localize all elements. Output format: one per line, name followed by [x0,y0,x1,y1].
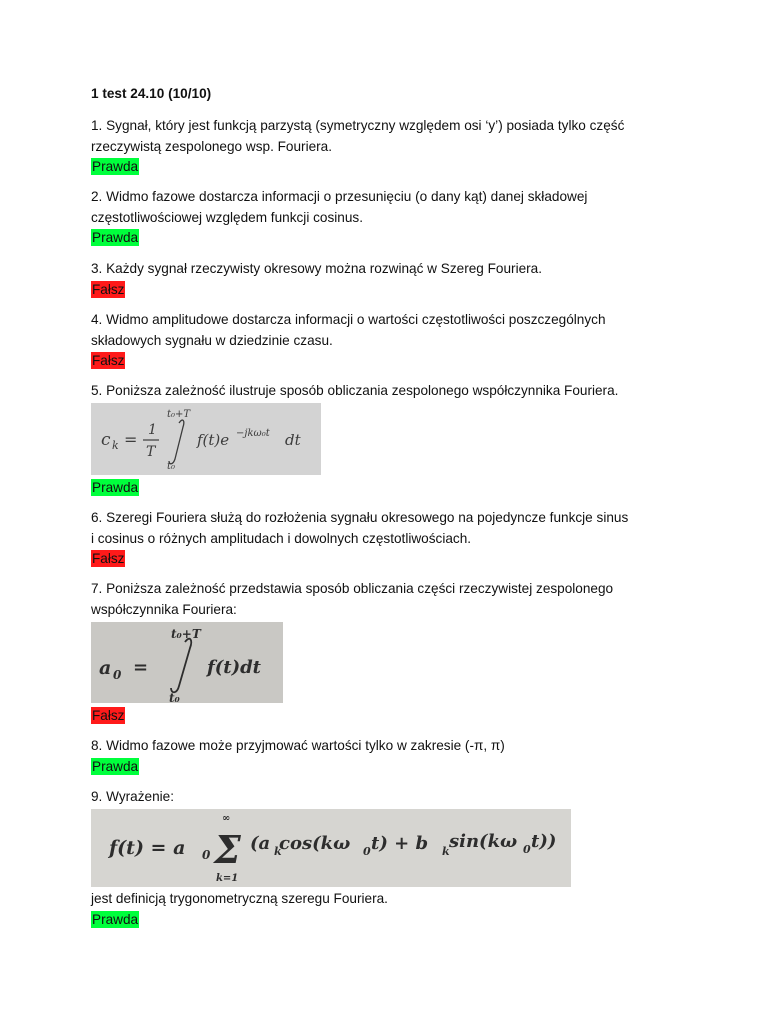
formula-den: T [146,444,156,460]
formula-image-9 [91,809,571,887]
question-text-line: i cosinus o różnych amplitudach i dowolnych częstotliwościach. [91,530,472,546]
question-text-line: 4. Widmo amplitudowe dostarcza informacji o wartości częstotliwości poszczególnych [91,312,606,327]
formula-lhs: c [101,430,111,450]
formula-image-7 [91,622,283,703]
formula-sub: k [112,439,119,452]
answer-badge: Fałsz [92,281,125,297]
question-text-line: 6. Szeregi Fouriera służą do rozłożenia sygnału okresowego na pojedyncze funkcje sinus [91,510,629,525]
question-5 [91,381,618,402]
question-7 [91,579,613,620]
question-text-line: 8. Widmo fazowe może przyjmować wartości tylko w zakresie (-π, π) [91,738,505,753]
answer-badge: Prawda [92,159,139,174]
formula-sin: sin(kω [449,831,518,852]
question-9 [91,787,174,808]
formula-body: f(t)e [197,431,230,449]
formula-sub: 0 [113,668,122,682]
question-3 [91,259,542,300]
sum-lower: k=1 [216,873,239,884]
question-text-line: 9. Wyrażenie: [91,789,174,804]
question-text-line: jest definicją trygonometryczną szeregu Fouriera. [91,891,388,906]
formula-num: 1 [148,422,157,438]
question-4 [91,310,606,372]
question-text-line: 7. Poniższa zależność przedstawia sposób obliczania części rzeczywistej zespolonego [91,581,614,596]
answer-7-wrap [91,706,125,727]
question-8 [91,736,505,777]
integral-upper: t₀+T [167,409,191,420]
formula-eq: = [124,430,138,449]
question-text-line: składowych sygnału w dziedzinie czasu. [91,332,333,348]
page-title: 1 test 24.10 (10/10) [91,86,212,101]
answer-badge: Prawda [92,230,139,245]
formula-sub: 0 [523,843,531,856]
question-9-continued [91,889,388,930]
integral-lower: t₀ [167,461,176,472]
integral-lower: t₀ [169,691,180,703]
question-text-line: 3. Każdy sygnał rzeczywisty okresowy można rozwinąć w Szereg Fouriera. [91,261,543,276]
question-text-line: 5. Poniższa zależność ilustruje sposób obliczania zespolonego współczynnika Fouriera. [91,383,619,398]
formula-body: f(t)dt [207,657,261,678]
sum-sign-icon: Σ [214,827,241,872]
formula-sub: 0 [363,845,371,858]
answer-badge: Fałsz [92,708,125,723]
answer-badge: Prawda [92,758,139,774]
answer-badge: Prawda [92,480,139,495]
question-text-line: rzeczywistą zespolonego wsp. Fouriera. [91,138,333,154]
question-text-line: 2. Widmo fazowe dostarcza informacji o przesunięciu (o dany kąt) danej składowej [91,189,588,204]
answer-badge: Prawda [92,911,139,927]
formula-sub: k [442,845,450,858]
question-2 [91,187,587,249]
formula-image-5 [91,403,321,475]
formula-sub: k [274,845,282,858]
answer-badge: Fałsz [92,551,125,566]
formula-end: t)) [531,831,557,852]
formula-eq: = [133,657,149,678]
formula-sub: 0 [202,848,211,862]
question-text-line: częstotliwościowej względem funkcji cosinus. [91,209,363,225]
formula-lhs: f(t) = a [109,837,186,859]
formula-mid: t) + b [371,833,429,854]
question-6 [91,508,628,570]
formula-dt: dt [285,431,301,449]
integral-sign-icon [169,420,184,464]
answer-badge: Fałsz [92,353,125,368]
question-text-line: 1. Sygnał, który jest funkcją parzystą (symetryczny względem osi ‘y’) posiada tylko część [91,118,625,133]
formula-lhs: a [99,657,112,679]
formula-exp: −jkω₀t [236,428,270,439]
integral-sign-icon [171,639,191,693]
formula-cos: cos(kω [279,833,351,854]
answer-5-wrap [91,478,139,499]
sum-upper: ∞ [222,813,231,824]
integral-upper: t₀+T [171,627,201,641]
question-1 [91,116,624,178]
formula-open: (a [250,833,271,854]
question-text-line: współczynnika Fouriera: [91,601,237,617]
